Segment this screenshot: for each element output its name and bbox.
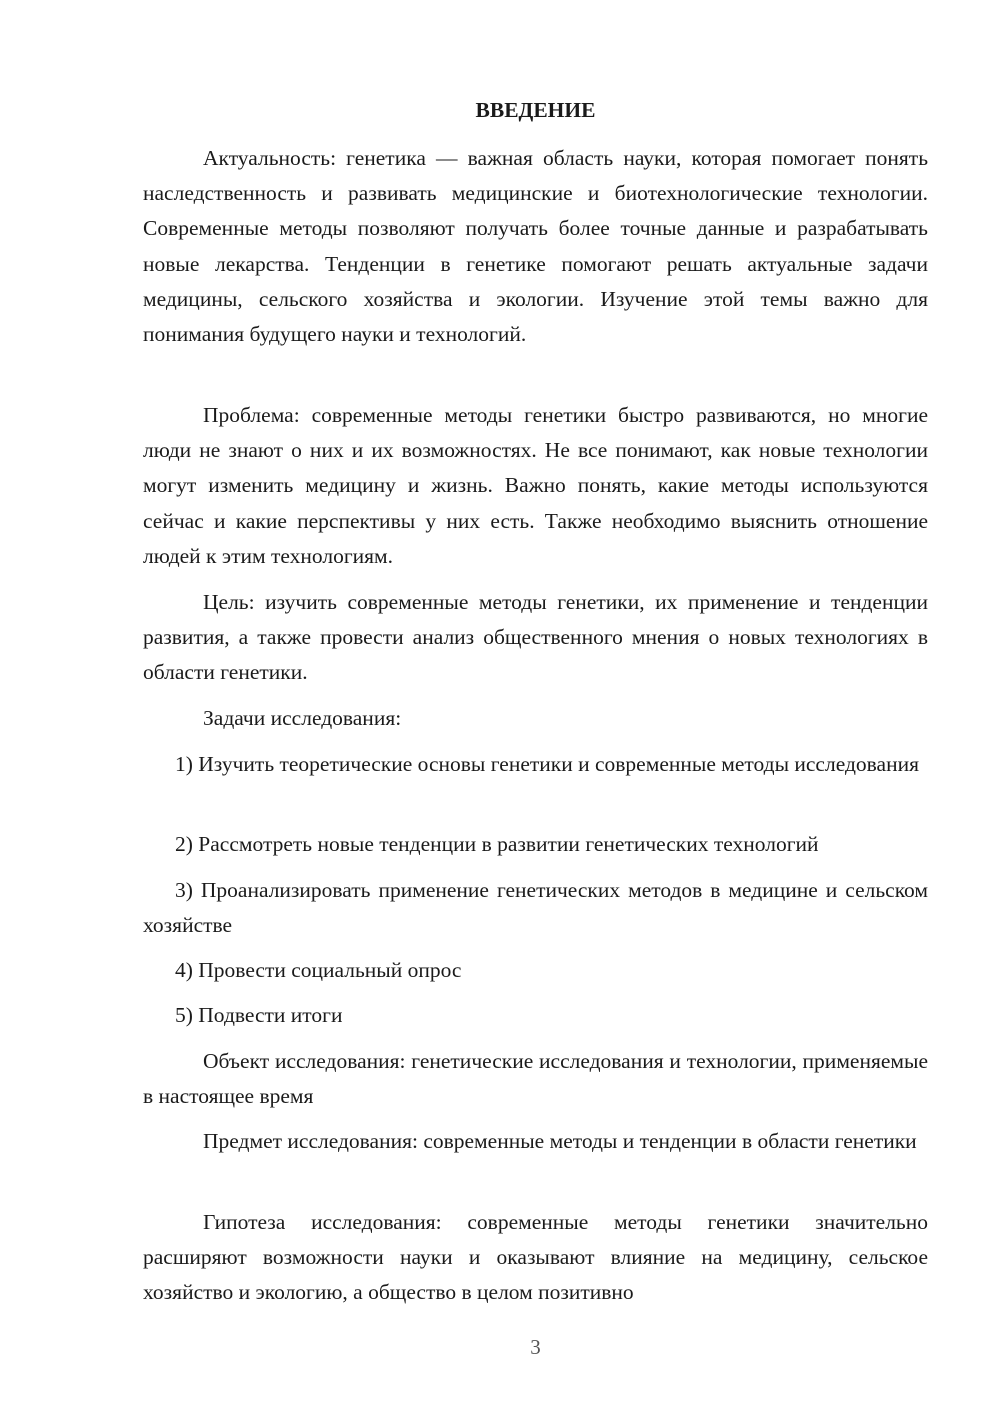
section-heading: ВВЕДЕНИЕ bbox=[475, 98, 596, 122]
task-item-4: 4) Провести социальный опрос bbox=[175, 958, 462, 982]
paragraph-object: Объект исследования: генетические исследования и технологии, применяемые в настоящее время bbox=[143, 1049, 928, 1109]
task-item-3: 3) Проанализировать применение генетических методов в медицине и сельском хозяйстве bbox=[143, 878, 928, 938]
paragraph-hypothesis: Гипотеза исследования: современные методы генетики значительно расширяют возможности науки и оказывают влияние на медицину, сельское хозяйство и экологию, а общество в целом позитивно bbox=[143, 1210, 928, 1305]
page-number: 3 bbox=[530, 1335, 541, 1359]
paragraph-goal: Цель: изучить современные методы генетики, их применение и тенденции развития, а также провести анализ общественного мнения о новых технологиях в области генетики. bbox=[143, 590, 928, 685]
paragraph-subject: Предмет исследования: современные методы и тенденции в области генетики bbox=[203, 1129, 917, 1153]
paragraph-problem: Проблема: современные методы генетики быстро развиваются, но многие люди не знают о них и их возможностях. Не все понимают, как новые технологии могут изменить медицину и жизнь. Важно понять, какие методы используются сейчас и какие перспективы у них есть. Также необходимо выяснить отношение людей к этим технологиям. bbox=[143, 403, 928, 568]
paragraph-relevance: Актуальность: генетика — важная область науки, которая помогает понять наследственность и развивать медицинские и биотехнологические технологии. Современные методы позволяют получать более точные данные и разрабатывать новые лекарства. Тенденции в генетике помогают решать актуальные задачи медицины, сельского хозяйства и экологии. Изучение этой темы важно для понимания будущего науки и технологий. bbox=[143, 146, 928, 347]
task-item-1: 1) Изучить теоретические основы генетики и современные методы исследования bbox=[175, 752, 919, 776]
task-item-2: 2) Рассмотреть новые тенденции в развитии генетических технологий bbox=[175, 832, 819, 856]
document-page bbox=[143, 0, 928, 1414]
tasks-heading: Задачи исследования: bbox=[203, 706, 402, 730]
task-item-5: 5) Подвести итоги bbox=[175, 1003, 343, 1027]
